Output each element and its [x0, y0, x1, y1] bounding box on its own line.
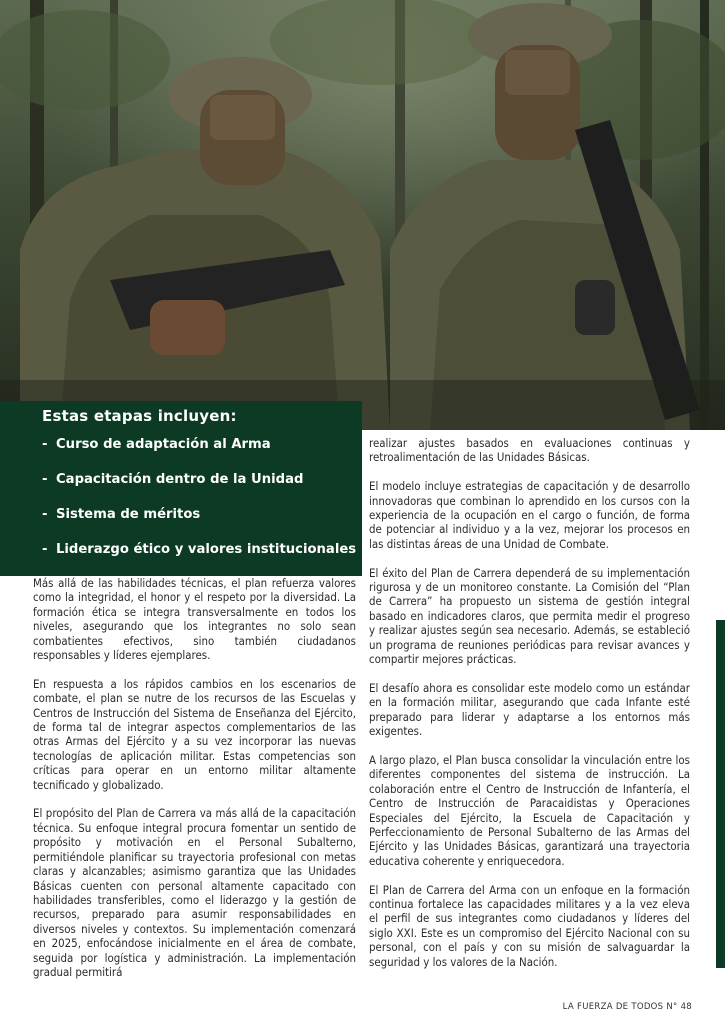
stage-item-label: Sistema de méritos: [56, 507, 201, 522]
stage-item-label: Capacitación dentro de la Unidad: [56, 472, 304, 487]
paragraph: realizar ajustes basados en evaluaciones continuas y retroalimentación de las Unidades Básicas.: [369, 436, 690, 465]
paragraph: El éxito del Plan de Carrera dependerá de su implementación rigurosa y de un monitoreo constante. La Comisión del “Plan de Carrera” ha propuesto un sistema de gestión integral basado en indicadores claros, que permita medir el progreso y realizar ajustes según sea necesario. Además, se estableció un programa de reuniones periódicas para revisar avances y compartir mejores prácticas.: [369, 565, 690, 667]
stages-title: Estas etapas incluyen:: [42, 407, 237, 425]
paragraph: Más allá de las habilidades técnicas, el plan refuerza valores como la integridad, el honor y el respeto por la diversidad. La formación ética se integra transversalmente en todos los niveles, asegurando que los integrantes no solo sean combatientes efectivos, sino también ciudadanos responsables y líderes ejemplares.: [33, 576, 356, 663]
stage-item-label: Curso de adaptación al Arma: [56, 437, 271, 452]
right-column: [369, 436, 690, 983]
paragraph: En respuesta a los rápidos cambios en los escenarios de combate, el plan se nutre de los recursos de las Escuelas y Centros de Instrucción del Sistema de Enseñanza del Ejército, de forma tal de integrar aspectos complementarios de las otras Armas del Ejército y a su vez incorporar las nuevas tecnologías de aplicación militar. Estas competencias son críticas para operar en un entorno militar altamente tecnificado y globalizado.: [33, 676, 356, 792]
stage-item: [42, 542, 362, 577]
paragraph: A largo plazo, el Plan busca consolidar la vinculación entre los diferentes componentes del sistema de instrucción. La colaboración entre el Centro de Instrucción de Infantería, el Centro de Instrucción de Paracaidistas y Operaciones Especiales del Ejército, la Escuela de Capacitación y Perfeccionamiento de Personal Subalterno de las Armas del Ejército y las Unidades Básicas, garantizará una trayectoria educativa coherente y enriquecedora.: [369, 752, 690, 868]
hero-photo-soldiers: [0, 0, 725, 430]
side-accent-bar: [716, 620, 725, 968]
footer-magazine-issue: LA FUERZA DE TODOS N° 48: [562, 1002, 692, 1012]
dash-bullet: -: [42, 507, 48, 522]
paragraph: El modelo incluye estrategias de capacitación y de desarrollo innovadoras que combinan lo aprendido en los cursos con la experiencia de la ocupación en el cargo o función, de forma de potenciar al individuo y a la vez, mejorar los procesos en las distintas áreas de una Unidad de Combate.: [369, 479, 690, 551]
stages-list: [42, 437, 362, 577]
stage-item: [42, 437, 362, 472]
dash-bullet: -: [42, 437, 48, 452]
left-column: [33, 576, 356, 994]
dash-bullet: -: [42, 472, 48, 487]
stage-item-label: Liderazgo ético y valores institucionales: [56, 542, 357, 557]
stage-item: [42, 507, 362, 542]
paragraph: El propósito del Plan de Carrera va más allá de la capacitación técnica. Su enfoque integral procura fomentar un sentido de propósito y motivación en el Personal Subalterno, permitiéndole planificar su trayectoria profesional con metas claras y alcanzables; asimismo garantiza que las Unidades Básicas cuenten con personal altamente capacitado con habilidades transferibles, como el liderazgo y la gestión de recursos, preparado para asumir responsabilidades en diversos niveles y contextos. Su implementación comenzará en 2025, enfocándose inicialmente en el área de combate, seguida por logística y administración. La implementación gradual permitirá: [33, 806, 356, 979]
paragraph: El Plan de Carrera del Arma con un enfoque en la formación continua fortalece las capacidades militares y a la vez eleva el perfil de sus integrantes como ciudadanos y líderes del siglo XXI. Este es un compromiso del Ejército Nacional con su personal, con el país y con su misión de salvaguardar la seguridad y los valores de la Nación.: [369, 882, 690, 969]
stages-box: [0, 401, 362, 576]
stage-item: [42, 472, 362, 507]
paragraph: El desafío ahora es consolidar este modelo como un estándar en la formación militar, asegurando que cada Infante esté preparado para liderar y adaptarse a los entornos más exigentes.: [369, 680, 690, 739]
dash-bullet: -: [42, 542, 48, 557]
